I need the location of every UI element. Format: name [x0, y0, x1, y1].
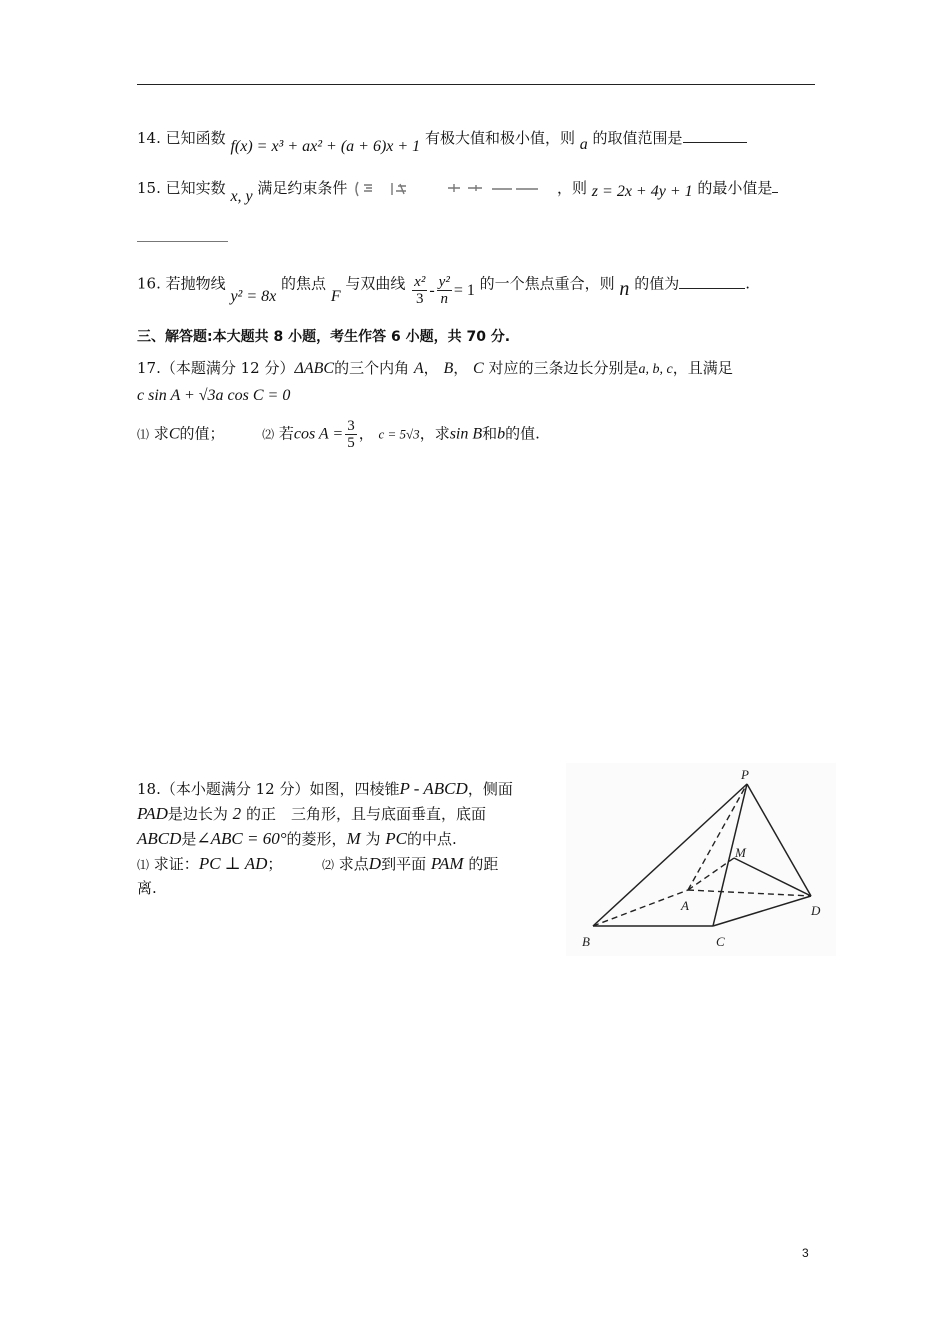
q17-frac-num: 3 [347, 418, 355, 434]
q14-var: a [579, 136, 588, 153]
label-b: B [582, 934, 590, 949]
q16-t3: 的一个焦点重合，则 [479, 274, 615, 293]
q16-minus: - [429, 281, 435, 299]
q16-prefix: 若抛物线 [165, 274, 226, 293]
question-16 [137, 268, 750, 307]
q18-l2b: 的正 三角形，且与底面垂直，底面 [245, 805, 486, 823]
q14-answer-blank [683, 128, 747, 143]
q18-l5: 离. [137, 879, 157, 897]
q18-p1-label: ⑴ [137, 858, 150, 872]
q15-answer-blank-start [772, 178, 778, 193]
q17-triangle: ΔABC [294, 360, 335, 377]
q18-l3b: 的菱形， [286, 830, 347, 848]
question-17-line-2 [137, 385, 290, 406]
q18-p2b: 到平面 [381, 855, 427, 873]
q16-frac-y-den: n [440, 291, 448, 307]
q16-var: n [619, 277, 630, 300]
q15-answer-blank [137, 241, 228, 242]
q14-prefix: 已知函数 [165, 129, 226, 147]
q16-frac-y [437, 274, 452, 307]
question-18-line-1 [137, 776, 557, 802]
q18-d: D [368, 854, 382, 873]
pyramid-diagram [566, 763, 836, 956]
q18-p2a: 求点 [338, 855, 369, 873]
question-15 [137, 178, 778, 205]
q17-part2-d: 的值. [505, 424, 540, 443]
q18-l3c: 为 [365, 830, 381, 848]
q17-cval: c = 5√3 [378, 426, 420, 442]
q14-suffix: 的取值范围是 [592, 129, 683, 147]
q18-pam: PAM [430, 854, 464, 873]
q16-t2: 与双曲线 [345, 274, 406, 293]
q15-comma: ，则 [557, 179, 588, 197]
q14-formula: f(x) = x³ + ax² + (a + 6)x + 1 [230, 138, 421, 155]
q17-frac [345, 418, 357, 451]
q18-p1a: 求证： [153, 855, 199, 873]
q16-parabola: y² = 8x [230, 287, 277, 305]
q17-sep-2: ， [453, 359, 469, 377]
q15-formula: z = 2x + 4y + 1 [591, 183, 693, 200]
q17-sinb: sin B [449, 425, 483, 443]
label-p: P [741, 767, 749, 782]
q18-angle: ∠ABC = 60° [196, 829, 287, 848]
q18-l1a: 18.（本小题满分 12 分）如图，四棱锥 [137, 780, 400, 798]
q15-suffix: 的最小值是 [697, 179, 773, 197]
q15-vars: x, y [230, 188, 253, 205]
q17-part2-c: 和 [482, 424, 498, 443]
q18-abcd: ABCD [137, 829, 182, 848]
question-17-parts [137, 418, 540, 451]
q17-bvar: b [497, 425, 506, 443]
q16-frac-x-num: x² [414, 274, 426, 290]
question-18-line-5 [137, 876, 557, 901]
label-c: C [716, 934, 725, 949]
q17-part1-var: C [168, 425, 180, 443]
q16-answer-blank [679, 274, 745, 289]
question-18-line-2 [137, 801, 557, 827]
q18-l2a: 是边长为 [167, 805, 228, 823]
q17-part1-a: 求 [153, 424, 169, 443]
q17-angle-c: C [473, 360, 484, 377]
q18-m: M [346, 829, 361, 848]
q16-frac-y-num: y² [438, 274, 450, 290]
q16-t4: 的值为 [634, 274, 680, 293]
q18-l3d: 的中点. [407, 830, 457, 848]
q17-part2-label: ⑵ [262, 427, 275, 442]
q17-angle-a: A [413, 360, 424, 377]
q18-p2c: 的距 [468, 855, 499, 873]
constraint-image [352, 180, 552, 198]
q17-comma: ， [358, 424, 374, 443]
q17-part2-b: ，求 [419, 424, 450, 443]
q16-eq1: = 1 [453, 281, 475, 299]
q17-text-c: 对应的三条边长分别是 [488, 359, 639, 377]
question-18-line-4 [137, 851, 557, 878]
q15-middle: 满足约束条件 [257, 179, 348, 197]
q18-perp: PC ⊥ AD [198, 854, 268, 873]
q17-condition: c sin A + √3a cos C = 0 [137, 387, 291, 404]
q15-prefix: 已知实数 [165, 179, 226, 197]
question-14 [137, 128, 747, 155]
q16-frac-x [412, 274, 427, 307]
q18-p2-label: ⑵ [321, 858, 334, 872]
q14-number: 14. [137, 129, 161, 147]
q18-two: 2 [232, 804, 242, 823]
pyramid-figure [566, 763, 836, 956]
q16-t1: 的焦点 [281, 274, 327, 293]
q18-p1b: ； [267, 855, 283, 873]
q16-frac-x-den: 3 [416, 291, 424, 307]
q14-middle: 有极大值和极小值，则 [424, 129, 575, 147]
q18-l3a: 是 [181, 830, 197, 848]
q17-sides: a, b, c [638, 362, 673, 377]
label-m: M [735, 845, 746, 860]
q17-angle-b: B [443, 360, 454, 377]
question-18-line-3 [137, 826, 557, 852]
page-number: 3 [802, 1246, 809, 1260]
q17-part1-label: ⑴ [137, 427, 150, 442]
question-17-line-1 [137, 358, 733, 380]
q18-pabcd: P - ABCD [399, 779, 468, 798]
label-a: A [681, 898, 689, 913]
label-d: D [811, 903, 821, 918]
q18-l1b: ，侧面 [467, 780, 513, 798]
q17-cosa: cos A = [293, 425, 344, 443]
q15-number: 15. [137, 179, 161, 197]
q17-part1-b: 的值； [179, 424, 225, 443]
q17-part2-a: 若 [278, 424, 294, 443]
q17-frac-den: 5 [347, 435, 355, 451]
q16-end: . [745, 274, 750, 293]
q17-sep-1: ， [423, 359, 439, 377]
q16-focus: F [330, 287, 341, 305]
section-3-heading: 三、解答题:本大题共 8 小题，考生作答 6 小题，共 70 分. [137, 329, 511, 345]
header-rule [137, 84, 815, 85]
q18-pad: PAD [137, 804, 168, 823]
q17-header: 17.（本题满分 12 分） [137, 359, 295, 377]
q17-text-d: ，且满足 [672, 359, 733, 377]
q17-text-b: 的三个内角 [334, 359, 410, 377]
q16-number: 16. [137, 274, 161, 293]
q18-pc: PC [385, 829, 408, 848]
